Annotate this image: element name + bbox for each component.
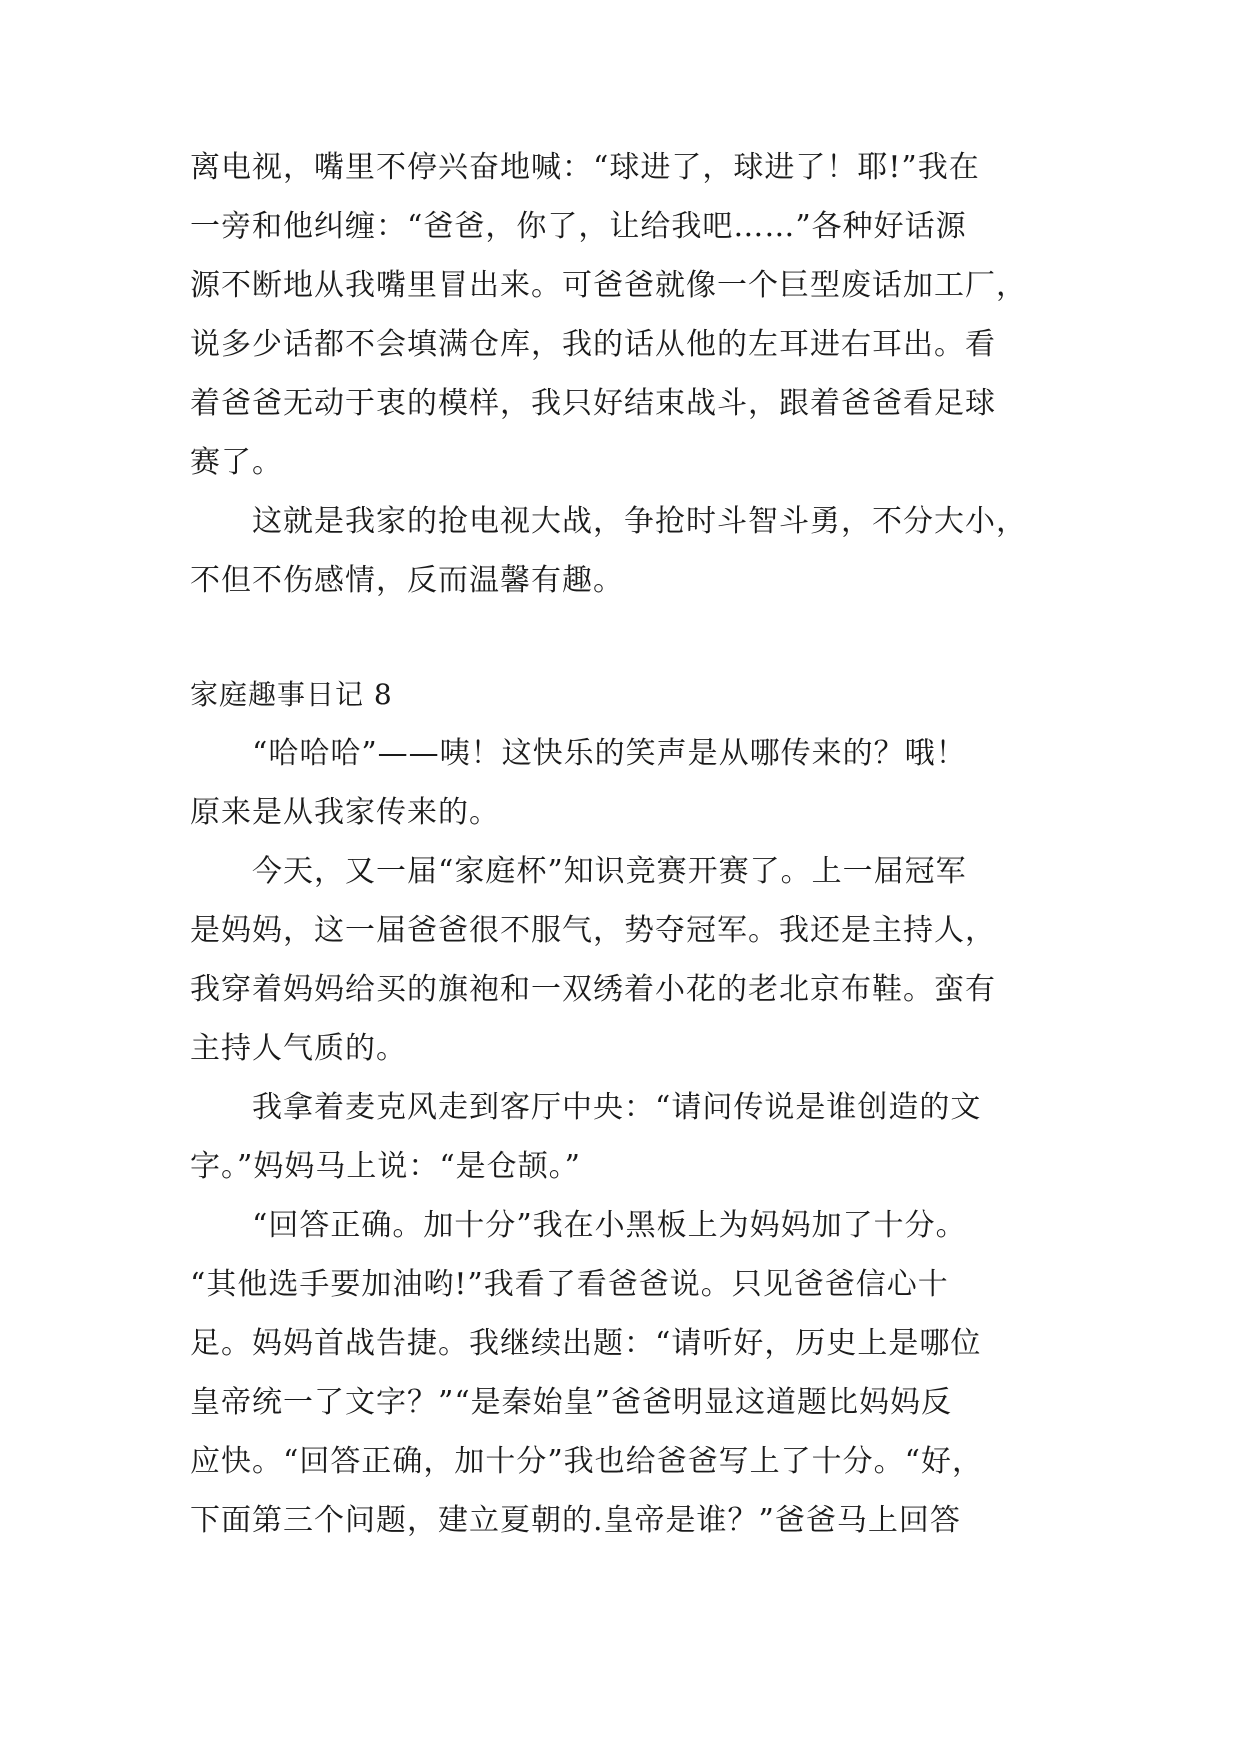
text-line: “其他选手要加油哟!”我看了看爸爸说。只见爸爸信心十 bbox=[190, 1267, 949, 1302]
text-line: 我穿着妈妈给买的旗袍和一双绣着小花的老北京布鞋。蛮有 bbox=[190, 972, 996, 1007]
text-line: 主持人气质的。 bbox=[190, 1031, 407, 1066]
text-line: 字。”妈妈马上说：“是仓颉。” bbox=[190, 1149, 582, 1184]
text-line: 下面第三个问题，建立夏朝的.皇帝是谁？”爸爸马上回答 bbox=[190, 1503, 961, 1538]
section-heading: 家庭趣事日记 8 bbox=[190, 678, 393, 711]
text-line: 原来是从我家传来的。 bbox=[190, 795, 500, 830]
text-line: 皇帝统一了文字？”“是秦始皇”爸爸明显这道题比妈妈反 bbox=[190, 1385, 953, 1420]
text-line: 说多少话都不会填满仓库，我的话从他的左耳进右耳出。看 bbox=[190, 327, 996, 362]
text-line: 一旁和他纠缠：“爸爸，你了，让给我吧……”各种好话源 bbox=[190, 209, 967, 244]
text-line: “哈哈哈”——咦！这快乐的笑声是从哪传来的？哦！ bbox=[190, 736, 967, 771]
text-line: 不但不伤感情，反而温馨有趣。 bbox=[190, 563, 624, 598]
text-line: 今天，又一届“家庭杯”知识竞赛开赛了。上一届冠军 bbox=[190, 854, 967, 889]
text-line: 这就是我家的抢电视大战，争抢时斗智斗勇，不分大小， bbox=[190, 504, 1027, 539]
text-line: “回答正确。加十分”我在小黑板上为妈妈加了十分。 bbox=[190, 1208, 967, 1243]
text-line: 是妈妈，这一届爸爸很不服气，势夺冠军。我还是主持人， bbox=[190, 913, 996, 948]
text-line: 着爸爸无动于衷的模样，我只好结束战斗，跟着爸爸看足球 bbox=[190, 386, 996, 421]
text-line: 应快。“回答正确，加十分”我也给爸爸写上了十分。“好， bbox=[190, 1444, 984, 1479]
text-line: 源不断地从我嘴里冒出来。可爸爸就像一个巨型废话加工厂， bbox=[190, 268, 1027, 303]
text-line: 我拿着麦克风走到客厅中央：“请问传说是谁创造的文 bbox=[190, 1090, 982, 1125]
text-line: 足。妈妈首战告捷。我继续出题：“请听好，历史上是哪位 bbox=[190, 1326, 982, 1361]
text-line: 赛了。 bbox=[190, 445, 283, 480]
text-line: 离电视，嘴里不停兴奋地喊：“球进了，球进了！耶!”我在 bbox=[190, 150, 980, 185]
